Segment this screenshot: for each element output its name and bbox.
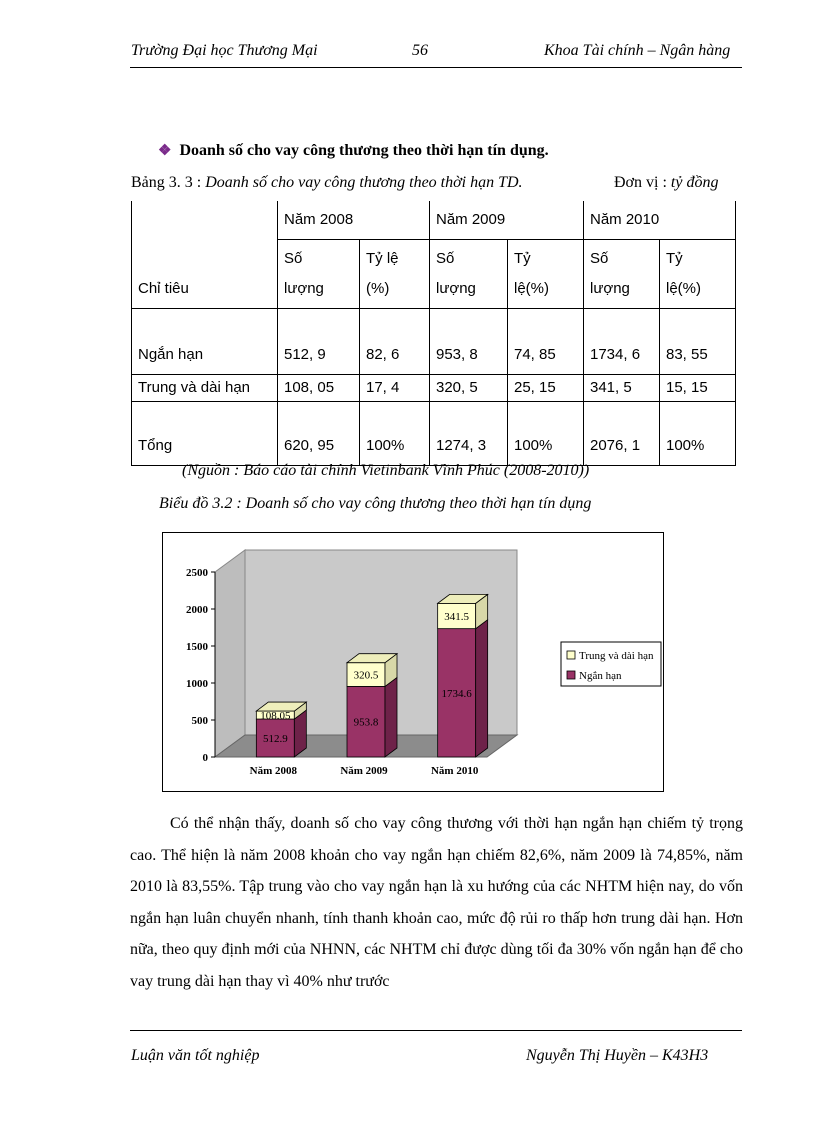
row-label: Ngắn hạn — [132, 309, 278, 375]
table-cell: 74, 85 — [508, 309, 584, 375]
sub-header: Tỷ lệ (%) — [360, 240, 430, 309]
body-paragraph: Có thể nhận thấy, doanh số cho vay công thương với thời hạn ngắn hạn chiếm tỷ trọng cao. Thể hiện là năm 2008 khoản cho vay ngắn hạn chiếm 82,6%, năm 2009 là 74,85%, năm 2010 là 83,55%. Tập trung vào cho vay ngắn hạn là xu hướng của các NHTM hiện nay, do vốn ngắn hạn luân chuyển nhanh, tính thanh khoản cao, mức độ rủi ro thấp hơn trung dài hạn. Hơn nữa, theo quy định mới của NHNN, các NHTM chỉ được dùng tối đa 30% vốn ngắn hạn để cho vay trung dài hạn thay vì 40% như trước — [130, 815, 743, 990]
page-number: 56 — [412, 42, 428, 59]
table-cell: 512, 9 — [278, 309, 360, 375]
table-cell: 1734, 6 — [584, 309, 660, 375]
y-tick-label: 0 — [202, 752, 208, 764]
table-cell: 17, 4 — [360, 375, 430, 402]
table-unit-label: Đơn vị : — [614, 174, 671, 191]
stacked-bar-chart — [163, 533, 663, 791]
table-row — [132, 375, 736, 402]
sub-header: Tỷ lệ(%) — [508, 240, 584, 309]
loan-table — [131, 201, 736, 466]
table-cell: 82, 6 — [360, 309, 430, 375]
row-label: Tổng — [132, 402, 278, 466]
table-caption — [131, 174, 523, 192]
diamond-bullet-icon: ❖ — [158, 143, 172, 159]
year-header: Năm 2009 — [430, 201, 584, 240]
sub-header: Tỷ lệ(%) — [660, 240, 736, 309]
table-unit — [614, 174, 718, 192]
y-tick-label: 1000 — [186, 678, 208, 690]
table-cell: 100% — [660, 402, 736, 466]
y-tick-label: 2000 — [186, 604, 208, 616]
x-tick-label: Năm 2009 — [340, 765, 388, 777]
table-cell: 25, 15 — [508, 375, 584, 402]
legend-swatch — [567, 651, 575, 659]
footer-left: Luận văn tốt nghiệp — [131, 1047, 260, 1064]
legend-label: Trung và dài hạn — [579, 650, 654, 662]
table-row — [132, 309, 736, 375]
x-tick-label: Năm 2010 — [430, 765, 479, 777]
table-cell: 1274, 3 — [430, 402, 508, 466]
row-label: Trung và dài hạn — [132, 375, 278, 402]
data-label: 108.05 — [260, 710, 291, 723]
table-year-row — [132, 201, 736, 240]
header-right: Khoa Tài chính – Ngân hàng — [544, 42, 731, 59]
y-tick-label: 1500 — [186, 641, 208, 653]
legend-swatch — [567, 671, 575, 679]
sub-header: Số lượng — [430, 240, 508, 309]
section-heading — [158, 141, 549, 160]
y-tick-label: 500 — [191, 715, 208, 727]
x-tick-label: Năm 2008 — [249, 765, 298, 777]
table-cell: 2076, 1 — [584, 402, 660, 466]
data-label: 320.5 — [353, 669, 379, 682]
data-label: 512.9 — [262, 733, 288, 746]
table-cell: 100% — [360, 402, 430, 466]
table-cell: 320, 5 — [430, 375, 508, 402]
year-header: Năm 2008 — [278, 201, 430, 240]
sub-header: Số lượng — [278, 240, 360, 309]
table-row — [132, 402, 736, 466]
year-header: Năm 2010 — [584, 201, 736, 240]
header-rule — [130, 67, 742, 68]
table-cell: 341, 5 — [584, 375, 660, 402]
section-title: Doanh số cho vay công thương theo thời hạn tín dụng. — [179, 142, 549, 159]
bar-side — [385, 677, 397, 757]
y-tick-label: 2500 — [186, 567, 208, 579]
chart-frame — [162, 532, 664, 792]
table-caption-prefix: Bảng 3. 3 : — [131, 174, 206, 191]
row-header-cell: Chỉ tiêu — [132, 201, 278, 309]
source-note: (Nguồn : Báo cáo tài chính Vietinbank Vĩnh Phúc (2008-2010)) — [182, 462, 590, 479]
footer-right: Nguyễn Thị Huyền – K43H3 — [526, 1047, 709, 1064]
table-caption-title: Doanh số cho vay công thương theo thời hạn TD. — [205, 174, 523, 191]
table-cell: 108, 05 — [278, 375, 360, 402]
table-cell: 953, 8 — [430, 309, 508, 375]
data-label: 341.5 — [444, 611, 470, 624]
chart-title: Biểu đồ 3.2 : Doanh số cho vay công thương theo thời hạn tín dụng — [159, 495, 592, 512]
legend-label: Ngắn hạn — [579, 670, 622, 682]
sub-header: Số lượng — [584, 240, 660, 309]
table-unit-value: tỷ đồng — [670, 174, 719, 191]
table-cell: 100% — [508, 402, 584, 466]
table-cell: 83, 55 — [660, 309, 736, 375]
bar-side — [476, 620, 488, 757]
footer-rule — [130, 1030, 742, 1031]
table-cell: 15, 15 — [660, 375, 736, 402]
data-label: 953.8 — [353, 716, 379, 729]
table-cell: 620, 95 — [278, 402, 360, 466]
header-left: Trường Đại học Thương Mại — [131, 42, 318, 59]
chart-side-wall — [215, 550, 245, 757]
data-label: 1734.6 — [441, 687, 472, 700]
